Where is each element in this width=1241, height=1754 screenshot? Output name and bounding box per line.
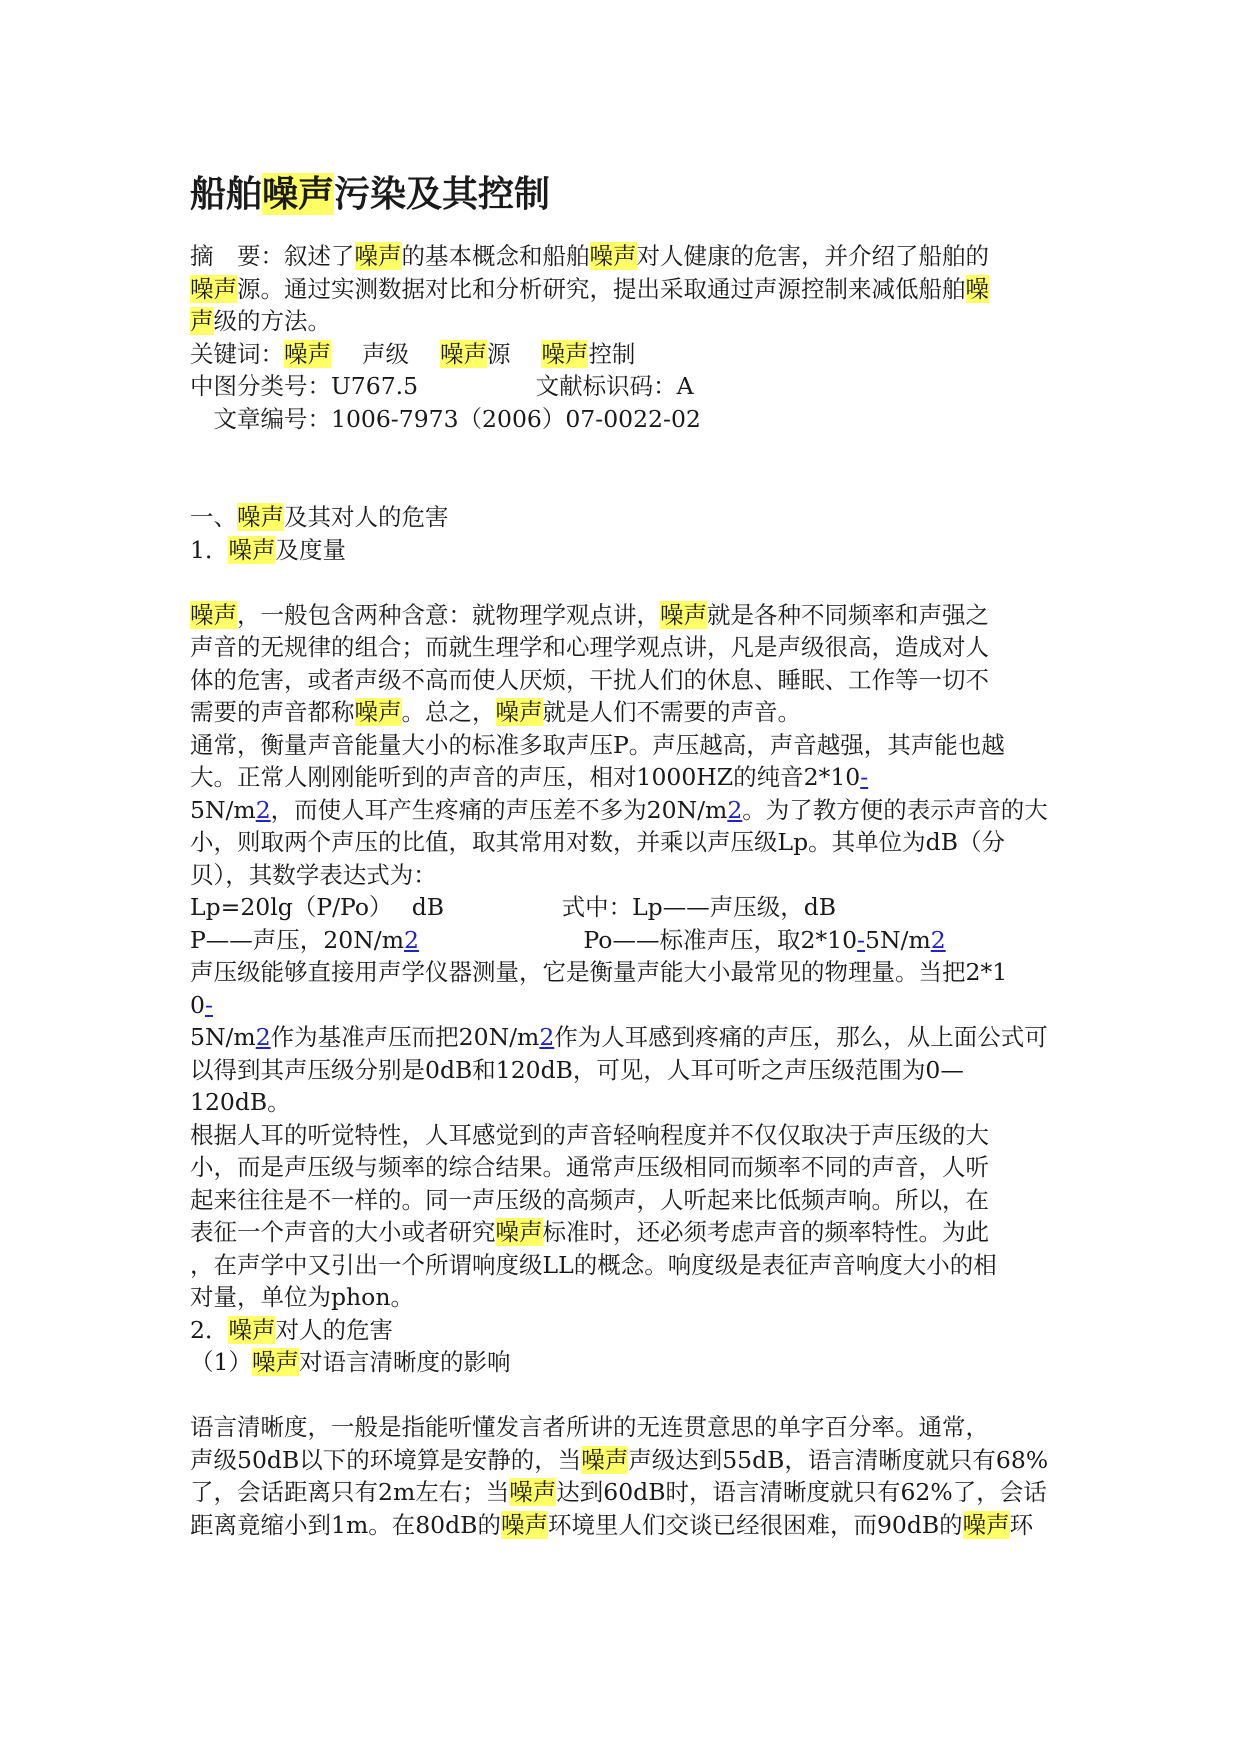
text-run: 声级	[331, 339, 440, 368]
text-run: 。为了教方便的表示声音的大	[742, 795, 1048, 824]
highlighted-term: 噪声	[354, 698, 402, 726]
text-line	[190, 989, 1060, 1022]
text-line	[190, 1021, 1060, 1054]
text-line	[190, 534, 1060, 567]
text-line	[190, 1444, 1060, 1477]
highlighted-term: 噪声	[500, 1510, 548, 1539]
text-run: 对人健康的危害，并介绍了船舶的	[636, 242, 989, 270]
text-run: 源。通过实测数据对比和分析研究，提出采取通过声源控制来减低船舶	[237, 274, 966, 303]
superscript-link[interactable]: -	[204, 990, 213, 1019]
text-run: 环	[1009, 1510, 1034, 1539]
text-run: 0	[190, 990, 205, 1019]
highlighted-term: 噪声	[509, 1478, 557, 1506]
text-run: 声级50dB以下的环境算是安静的，当	[190, 1445, 582, 1474]
text-run: 对人的危害	[275, 1315, 393, 1344]
text-run: 级的方法。	[213, 307, 331, 335]
highlighted-term: 噪声	[354, 242, 402, 270]
text-line	[190, 1281, 1060, 1314]
text-run: 大。正常人刚刚能听到的声音的声压，相对1000HZ的纯音2*10	[190, 763, 861, 791]
text-line	[190, 1216, 1060, 1249]
text-line	[190, 924, 1060, 957]
text-line	[190, 370, 1060, 403]
text-line	[190, 305, 1060, 338]
text-line	[190, 273, 1060, 306]
highlighted-term: 噪声	[228, 535, 276, 564]
text-line	[190, 956, 1060, 989]
highlighted-term: 噪声	[251, 1348, 299, 1376]
text-line	[190, 338, 1060, 371]
text-line	[190, 631, 1060, 664]
text-run: 5N/m	[190, 1023, 256, 1051]
text-line	[190, 794, 1060, 827]
text-run: 关键词：	[190, 339, 284, 368]
highlighted-term: 噪声	[495, 698, 543, 726]
highlighted-term: 噪声	[228, 1315, 276, 1344]
text-run: 控制	[588, 339, 636, 368]
text-run: 5N/m	[865, 925, 931, 954]
text-run: 源	[486, 339, 542, 368]
text-line	[190, 1054, 1060, 1087]
text-run: P——声压，20N/m	[190, 925, 404, 954]
text-run: 小，而是声压级与频率的综合结果。通常声压级相同而频率不同的声音，人听	[190, 1153, 989, 1181]
text-line	[190, 1379, 1060, 1412]
text-run: 以得到其声压级分别是0dB和120dB，可见，人耳可听之声压级范围为0—	[190, 1055, 964, 1084]
document-title	[190, 170, 550, 218]
text-line	[190, 859, 1060, 892]
text-run: 作为基准声压而把20N/m	[270, 1023, 540, 1051]
text-run: 起来往往是不一样的。同一声压级的高频声，人听起来比低频声响。所以，在	[190, 1185, 989, 1214]
text-line	[190, 1119, 1060, 1152]
text-run: 贝），其数学表达式为：	[190, 860, 437, 889]
highlighted-term: 噪声	[237, 503, 284, 531]
highlighted-term: 噪声	[190, 600, 237, 629]
text-run: 声级达到55dB，语言清晰度就只有68%	[628, 1445, 1049, 1474]
text-line	[190, 1086, 1060, 1119]
highlighted-term: 噪声	[439, 339, 487, 368]
text-line	[190, 1184, 1060, 1217]
superscript-link[interactable]: 2	[403, 925, 419, 954]
highlighted-term: 噪声	[589, 242, 637, 270]
text-run: 1．	[190, 535, 229, 564]
text-run: 语言清晰度，一般是指能听懂发言者所讲的无连贯意思的单字百分率。通常，	[190, 1413, 989, 1441]
text-line	[190, 664, 1060, 697]
highlighted-term: 噪声	[262, 173, 335, 215]
text-run: 。总之，	[401, 698, 496, 726]
text-line	[190, 599, 1060, 632]
text-line	[190, 1509, 1060, 1542]
text-line	[190, 403, 1060, 436]
text-run: 对语言清晰度的影响	[298, 1348, 511, 1376]
text-run: 根据人耳的听觉特性，人耳感觉到的声音轻响程度并不仅仅取决于声压级的大	[190, 1120, 989, 1149]
text-line	[190, 501, 1060, 534]
text-line	[190, 826, 1060, 859]
superscript-link[interactable]: 2	[255, 795, 271, 824]
superscript-link[interactable]: 2	[930, 925, 946, 954]
text-run: 距离竟缩小到1m。在80dB的	[190, 1510, 501, 1539]
text-run: ，而使人耳产生疼痛的声压差不多为20N/m	[270, 795, 728, 824]
text-line	[190, 696, 1060, 729]
text-run: 船舶	[190, 173, 263, 215]
text-run: 声音的无规律的组合；而就生理学和心理学观点讲，凡是声级很高，造成对人	[190, 633, 989, 661]
text-line	[190, 1314, 1060, 1347]
text-run: 体的危害，或者声级不高而使人厌烦，干扰人们的休息、睡眠、工作等一切不	[190, 665, 989, 694]
text-run: 及其对人的危害	[284, 503, 449, 531]
superscript-link[interactable]: 2	[539, 1023, 555, 1051]
text-line	[190, 891, 1060, 924]
superscript-link[interactable]: -	[860, 763, 869, 791]
text-line	[190, 1151, 1060, 1184]
text-line	[190, 1411, 1060, 1444]
text-line	[190, 566, 1060, 599]
text-run: （1）	[190, 1348, 252, 1376]
highlighted-term: 噪声	[190, 274, 237, 303]
text-run: 的基本概念和船舶	[401, 242, 590, 270]
text-run: 声压级能够直接用声学仪器测量，它是衡量声能大小最常见的物理量。当把2*1	[190, 958, 1008, 986]
text-run: 中图分类号：U767.5 文献标识码：A	[190, 372, 694, 400]
text-run: Lp=20lg（P/Po） dB 式中：Lp——声压级，dB	[190, 893, 837, 921]
text-run: 文章编号：1006-7973（2006）07-0022-02	[190, 404, 701, 433]
text-run: Po——标准声压，取2*10	[418, 925, 858, 954]
text-line	[190, 240, 1060, 273]
superscript-link[interactable]: -	[857, 925, 866, 954]
text-run: 及度量	[275, 535, 346, 564]
text-line	[190, 761, 1060, 794]
superscript-link[interactable]: 2	[727, 795, 743, 824]
text-run: 达到60dB时，语言清晰度就只有62%了，会话	[556, 1478, 1047, 1506]
highlighted-term: 噪声	[284, 339, 331, 368]
text-run: 表征一个声音的大小或者研究	[190, 1218, 496, 1246]
text-run: 标准时，还必须考虑声音的频率特性。为此	[542, 1218, 989, 1246]
highlighted-term: 噪声	[962, 1510, 1010, 1539]
highlighted-term: 噪	[965, 274, 989, 303]
text-run: 需要的声音都称	[190, 698, 355, 726]
highlighted-term: 噪声	[541, 339, 589, 368]
text-run: 污染及其控制	[334, 173, 551, 215]
text-run: 作为人耳感到疼痛的声压，那么，从上面公式可	[554, 1023, 1048, 1051]
text-run: 5N/m	[190, 795, 256, 824]
text-run: ，一般包含两种含意：就物理学观点讲，	[237, 600, 660, 629]
text-run: 摘 要：叙述了	[190, 242, 355, 270]
text-run: 对量，单位为phon。	[190, 1283, 414, 1311]
text-run: 就是各种不同频率和声强之	[707, 600, 989, 629]
text-run: 120dB。	[190, 1088, 291, 1116]
highlighted-term: 声	[190, 307, 214, 335]
text-run: 2．	[190, 1315, 229, 1344]
highlighted-term: 噪声	[495, 1218, 543, 1246]
text-run: 一、	[190, 503, 237, 531]
text-run: 通常，衡量声音能量大小的标准多取声压P。声压越高，声音越强，其声能也越	[190, 730, 1005, 759]
text-line	[190, 1346, 1060, 1379]
abstract-block	[190, 240, 1060, 435]
text-run: ，在声学中又引出一个所谓响度级LL的概念。响度级是表征声音响度大小的相	[190, 1250, 997, 1279]
text-run: 就是人们不需要的声音。	[542, 698, 801, 726]
body-text	[190, 501, 1060, 1541]
text-line	[190, 1476, 1060, 1509]
text-run: 了，会话距离只有2m左右；当	[190, 1478, 510, 1506]
highlighted-term: 噪声	[581, 1445, 629, 1474]
text-line	[190, 1249, 1060, 1282]
text-run: 小，则取两个声压的比值，取其常用对数，并乘以声压级Lp。其单位为dB（分	[190, 828, 1005, 856]
text-line	[190, 729, 1060, 762]
highlighted-term: 噪声	[660, 600, 707, 629]
superscript-link[interactable]: 2	[255, 1023, 271, 1051]
text-run: 环境里人们交谈已经很困难，而90dB的	[547, 1510, 963, 1539]
